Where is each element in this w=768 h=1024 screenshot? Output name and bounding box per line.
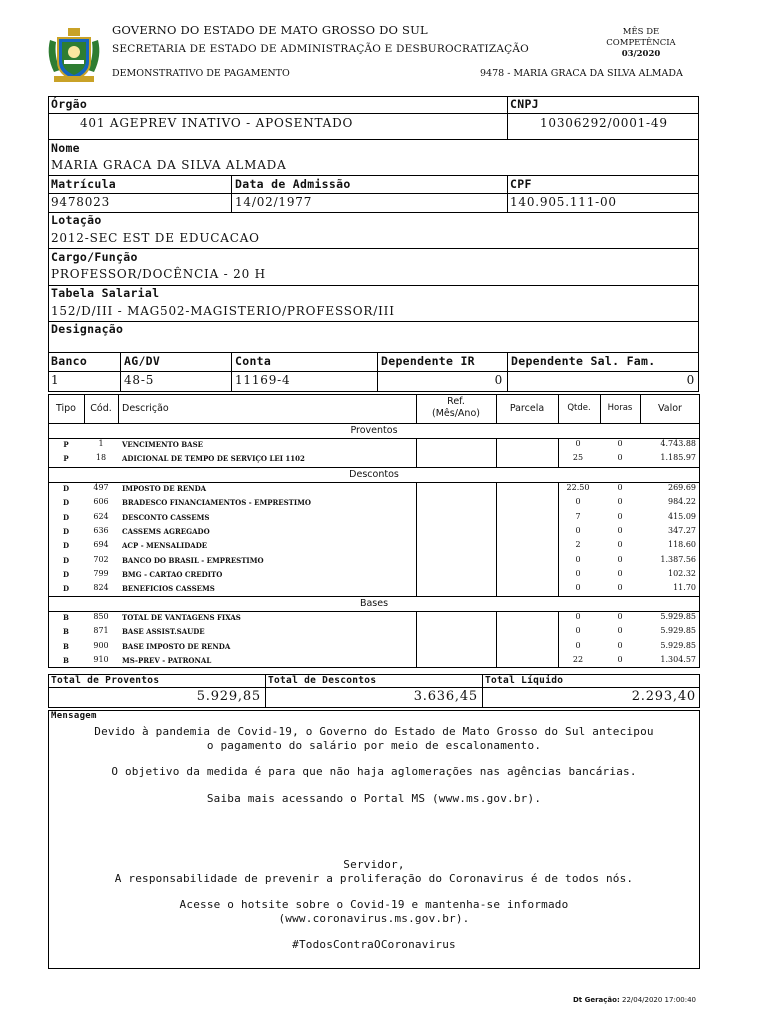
- cell-valor: 5.929.85: [660, 626, 696, 636]
- cell-cod: 694: [93, 540, 109, 550]
- cell-qtde: 0: [575, 626, 581, 636]
- designacao-label: Designação: [51, 322, 124, 336]
- cell-valor: 11.70: [673, 583, 696, 593]
- cell-tipo: B: [63, 641, 69, 651]
- generation-date-value: 22/04/2020 17:00:40: [621, 996, 696, 1004]
- cell-cod: 624: [93, 511, 109, 521]
- col-valor: Valor: [658, 403, 682, 414]
- cell-qtde: 0: [575, 583, 581, 593]
- orgao-value: 401 AGEPREV INATIVO - APOSENTADO: [80, 116, 354, 130]
- cell-cod: 636: [93, 525, 109, 535]
- section-descontos: Descontos: [349, 469, 399, 480]
- cell-horas: 0: [617, 568, 623, 578]
- cell-desc: ADICIONAL DE TEMPO DE SERVIÇO LEI 1102: [122, 454, 305, 464]
- cell-cod: 910: [93, 654, 109, 664]
- tabela-label: Tabela Salarial: [51, 286, 160, 300]
- cell-qtde: 0: [575, 612, 581, 621]
- table-row: [48, 568, 700, 582]
- state-coat-of-arms: [44, 26, 104, 86]
- cell-valor: 118.60: [668, 540, 696, 550]
- col-ref-line1: Ref.: [447, 396, 465, 407]
- cell-desc: BMG - CARTAO CREDITO: [122, 569, 223, 579]
- cell-tipo: D: [62, 584, 70, 594]
- cell-qtde: 0: [575, 568, 581, 578]
- message-p4-line1: Servidor,: [343, 858, 405, 871]
- total-proventos-value: 5.929,85: [196, 689, 261, 704]
- cell-tipo: D: [62, 484, 70, 493]
- message-label: Mensagem: [51, 711, 97, 721]
- nome-value: MARIA GRACA DA SILVA ALMADA: [51, 158, 287, 172]
- cnpj-value: 10306292/0001-49: [540, 116, 668, 130]
- cell-qtde: 0: [575, 640, 581, 650]
- lotacao-value: 2012-SEC EST DE EDUCACAO: [51, 231, 260, 245]
- table-row: [48, 452, 700, 466]
- dep-sal-value: 0: [686, 373, 695, 387]
- cell-valor: 269.69: [668, 483, 696, 492]
- col-ref-line2: (Mês/Ano): [432, 408, 480, 419]
- cell-horas: 0: [617, 640, 623, 650]
- cell-horas: 0: [617, 525, 623, 535]
- col-ref: [416, 396, 496, 420]
- conta-label: Conta: [235, 354, 272, 368]
- table-row: [48, 611, 700, 625]
- cell-desc: TOTAL DE VANTAGENS FIXAS: [122, 613, 241, 622]
- cell-qtde: 22: [572, 654, 584, 664]
- cell-valor: 4.743.88: [660, 439, 696, 448]
- cell-qtde: 22.50: [566, 483, 590, 492]
- cell-valor: 5.929.85: [660, 640, 696, 650]
- table-row: [48, 525, 700, 539]
- tabela-value: 152/D/III - MAG502-MAGISTERIO/PROFESSOR/III: [51, 304, 395, 318]
- cell-tipo: D: [62, 498, 70, 508]
- cell-qtde: 0: [575, 497, 581, 507]
- cell-valor: 1.387.56: [660, 554, 696, 564]
- total-liquido-label: Total Líquido: [485, 675, 564, 686]
- table-row: [48, 438, 700, 452]
- message-p1-line1: Devido à pandemia de Covid-19, o Governo do Estado de Mato Grosso do Sul antecipou: [94, 725, 654, 738]
- cell-cod: 824: [93, 583, 109, 593]
- cpf-label: CPF: [510, 177, 532, 191]
- table-row: [48, 625, 700, 639]
- cell-tipo: B: [63, 613, 69, 622]
- cell-horas: 0: [617, 554, 623, 564]
- agdv-label: AG/DV: [124, 354, 161, 368]
- total-descontos-label: Total de Descontos: [268, 675, 377, 686]
- cell-valor: 1.185.97: [660, 453, 696, 463]
- message-p3: Saiba mais acessando o Portal MS (www.ms.gov.br).: [206, 792, 542, 805]
- cell-desc: MS-PREV - PATRONAL: [122, 655, 212, 665]
- table-row: [48, 554, 700, 568]
- message-p4-line2: A responsabilidade de prevenir a proliferação do Coronavirus é de todos nós.: [114, 872, 634, 885]
- table-row: [48, 654, 700, 668]
- header-employee-reference: 9478 - MARIA GRACA DA SILVA ALMADA: [480, 68, 683, 79]
- competence-label-2: COMPETÊNCIA: [606, 38, 676, 48]
- table-row: [48, 640, 700, 654]
- header-secretariat: SECRETARIA DE ESTADO DE ADMINISTRAÇÃO E DESBUROCRATIZAÇÃO: [112, 43, 529, 55]
- banco-value: 1: [51, 373, 60, 387]
- matricula-label: Matrícula: [51, 177, 117, 191]
- table-row: [48, 482, 700, 496]
- section-bases: Bases: [359, 598, 389, 609]
- table-row: [48, 511, 700, 525]
- cell-cod: 871: [93, 626, 109, 636]
- cell-tipo: D: [62, 512, 70, 522]
- cell-desc: BASE ASSIST.SAUDE: [122, 627, 205, 637]
- cell-cod: 606: [93, 497, 109, 507]
- total-proventos-label: Total de Proventos: [51, 675, 160, 686]
- cell-horas: 0: [617, 453, 623, 463]
- competence-value: 03/2020: [621, 49, 661, 59]
- cell-tipo: P: [63, 454, 69, 464]
- cell-qtde: 0: [575, 439, 581, 448]
- cell-horas: 0: [617, 612, 623, 621]
- cell-valor: 1.304.57: [660, 654, 696, 664]
- orgao-label: Órgão: [51, 97, 88, 111]
- message-p5-line2: (www.coronavirus.ms.gov.br).: [278, 912, 470, 925]
- header-document-type: DEMONSTRATIVO DE PAGAMENTO: [112, 68, 290, 79]
- cell-desc: CASSEMS AGREGADO: [122, 526, 210, 536]
- cell-desc: BENEFICIOS CASSEMS: [122, 584, 215, 594]
- cell-tipo: D: [62, 569, 70, 579]
- cargo-value: PROFESSOR/DOCÊNCIA - 20 H: [51, 267, 266, 281]
- admissao-label: Data de Admissão: [235, 177, 351, 191]
- cell-desc: BANCO DO BRASIL - EMPRESTIMO: [122, 555, 264, 565]
- matricula-value: 9478023: [51, 195, 111, 209]
- col-horas: Horas: [607, 403, 633, 413]
- cargo-label: Cargo/Função: [51, 250, 138, 264]
- conta-value: 11169-4: [235, 373, 291, 387]
- cnpj-label: CNPJ: [510, 97, 539, 111]
- competence-block: [600, 27, 682, 60]
- cell-qtde: 2: [575, 540, 581, 550]
- total-descontos-value: 3.636,45: [413, 689, 478, 704]
- dep-ir-value: 0: [494, 373, 503, 387]
- message-p5-line1: Acesse o hotsite sobre o Covid-19 e mantenha-se informado: [179, 898, 569, 911]
- lotacao-label: Lotação: [51, 213, 102, 227]
- cell-qtde: 0: [575, 554, 581, 564]
- agdv-value: 48-5: [124, 373, 155, 387]
- cell-qtde: 25: [572, 453, 584, 463]
- cell-horas: 0: [617, 626, 623, 636]
- cell-cod: 900: [93, 640, 109, 650]
- col-cod: Cód.: [90, 403, 112, 414]
- cell-tipo: B: [63, 627, 69, 637]
- generation-date-label: Dt Geração:: [573, 996, 620, 1004]
- cell-valor: 102.32: [668, 568, 696, 578]
- cell-desc: ACP - MENSALIDADE: [122, 541, 208, 551]
- cell-horas: 0: [617, 483, 623, 492]
- col-qtde: Qtde.: [567, 403, 591, 413]
- cell-tipo: B: [63, 655, 69, 665]
- cell-desc: IMPOSTO DE RENDA: [122, 484, 207, 493]
- cell-tipo: P: [63, 440, 69, 449]
- table-row: [48, 496, 700, 510]
- col-tipo: Tipo: [56, 403, 76, 414]
- cell-cod: 497: [93, 483, 109, 492]
- cell-horas: 0: [617, 497, 623, 507]
- section-proventos: Proventos: [350, 425, 398, 436]
- cell-qtde: 7: [575, 511, 581, 521]
- cell-desc: DESCONTO CASSEMS: [122, 512, 210, 522]
- cell-horas: 0: [617, 511, 623, 521]
- competence-label-1: MÊS DE: [622, 27, 660, 37]
- nome-label: Nome: [51, 141, 80, 155]
- cell-horas: 0: [617, 540, 623, 550]
- cell-valor: 415.09: [668, 511, 696, 521]
- cell-valor: 5.929.85: [660, 612, 696, 621]
- col-parcela: Parcela: [509, 403, 545, 414]
- cell-valor: 347.27: [668, 525, 696, 535]
- cell-desc: BASE IMPOSTO DE RENDA: [122, 641, 231, 651]
- cell-tipo: D: [62, 541, 70, 551]
- cell-desc: VENCIMENTO BASE: [122, 440, 203, 449]
- dep-sal-label: Dependente Sal. Fam.: [511, 354, 656, 368]
- cell-horas: 0: [617, 439, 623, 448]
- generation-date: [573, 996, 696, 1004]
- cell-horas: 0: [617, 583, 623, 593]
- dep-ir-label: Dependente IR: [381, 354, 475, 368]
- cell-tipo: D: [62, 526, 70, 536]
- cell-horas: 0: [617, 654, 623, 664]
- cell-valor: 984.22: [668, 497, 696, 507]
- cpf-value: 140.905.111-00: [510, 195, 617, 209]
- cell-cod: 799: [93, 568, 109, 578]
- total-liquido-value: 2.293,40: [631, 689, 696, 704]
- admissao-value: 14/02/1977: [235, 195, 313, 209]
- cell-tipo: D: [62, 555, 70, 565]
- cell-cod: 702: [93, 554, 109, 564]
- cell-cod: 1: [98, 439, 104, 448]
- col-descricao: Descrição: [122, 403, 169, 414]
- cell-qtde: 0: [575, 525, 581, 535]
- header-government: GOVERNO DO ESTADO DE MATO GROSSO DO SUL: [112, 23, 428, 37]
- message-p2: O objetivo da medida é para que não haja aglomerações nas agências bancárias.: [111, 765, 637, 778]
- message-p6: #TodosContraOCoronavirus: [292, 938, 456, 951]
- table-row: [48, 539, 700, 553]
- message-p1-line2: o pagamento do salário por meio de escalonamento.: [206, 739, 542, 752]
- cell-cod: 850: [93, 612, 109, 621]
- cell-cod: 18: [95, 453, 107, 463]
- banco-label: Banco: [51, 354, 88, 368]
- cell-desc: BRADESCO FINANCIAMENTOS - EMPRESTIMO: [122, 498, 311, 508]
- table-row: [48, 582, 700, 596]
